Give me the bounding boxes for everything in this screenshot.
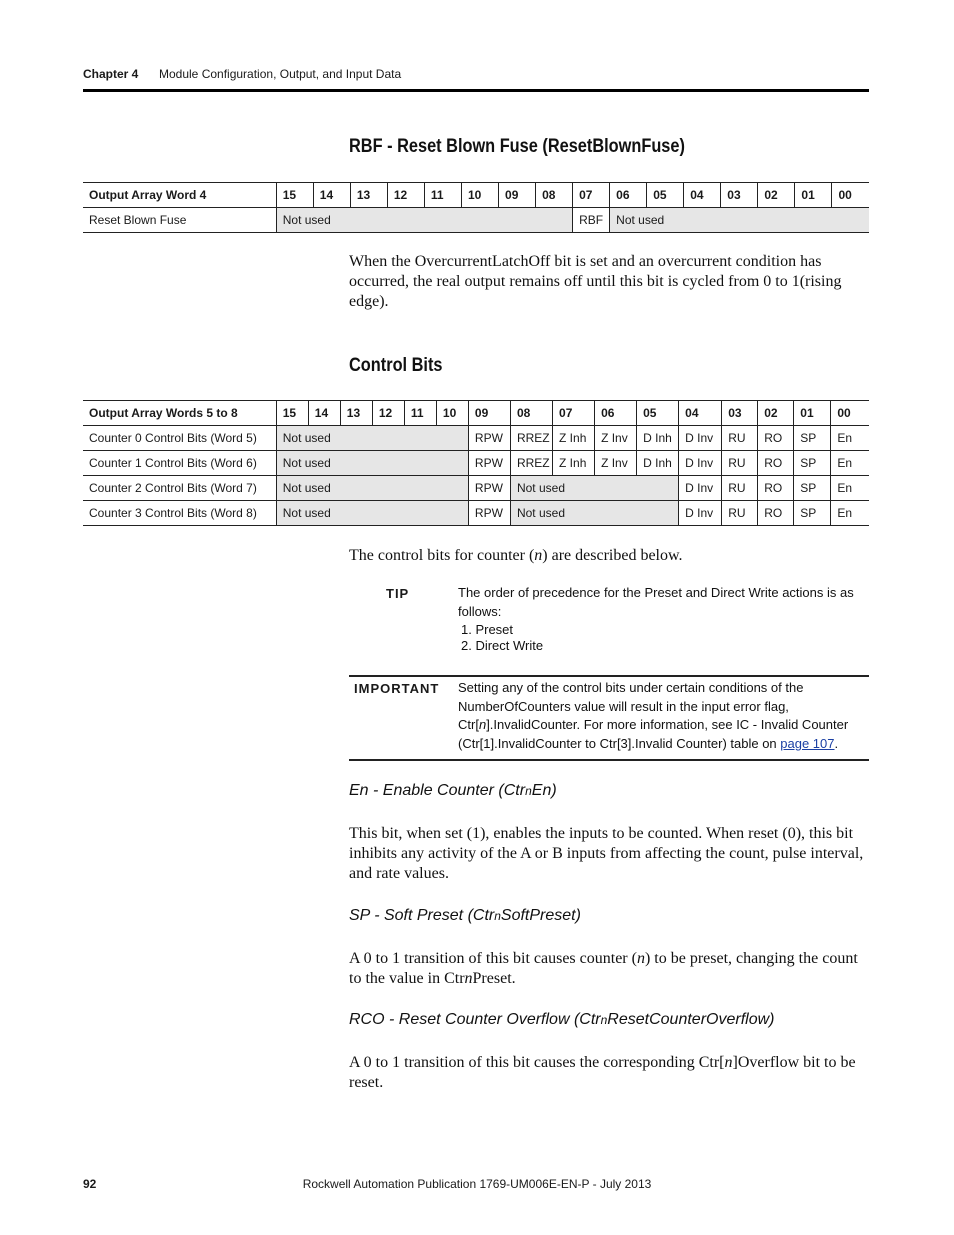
row-label: Counter 3 Control Bits (Word 8) [83,501,276,526]
tip-label: TIP [386,586,410,601]
rbf-header-cell: 14 [313,183,350,208]
bit-cell: RO [758,451,794,476]
important-line4-end: . [834,735,839,751]
cb-header-cell: 15 [276,401,308,426]
rbf-header-cell: 12 [387,183,424,208]
sp-heading-a: SP - Soft Preset (Ctr [349,907,495,924]
intro-suffix: ) are described below. [542,547,683,564]
cb-header-cell: 10 [436,401,468,426]
rco-p-b: ]Overflow bit to be reset. [349,1054,856,1091]
rco-heading-b: ResetCounterOverflow) [607,1011,775,1028]
row-label: Reset Blown Fuse [83,208,276,233]
sp-p-b: ) to be preset, changing the count to the value in Ctr [349,950,858,987]
rbf-header-cell: 11 [424,183,461,208]
rco-heading [349,1011,774,1029]
page-number: 92 [83,1177,97,1191]
rbf-header-cell: 00 [832,183,869,208]
chapter-label: Chapter 4 [83,67,139,81]
rco-p-n: n [724,1054,733,1071]
rbf-header-cell: 06 [610,183,647,208]
rbf-header-cell: 07 [573,183,610,208]
bit-cell: D Inv [679,451,722,476]
row-label: Counter 2 Control Bits (Word 7) [83,476,276,501]
rbf-header-cell: 04 [684,183,721,208]
control-bits-table [83,400,869,526]
bit-cell: SP [794,451,831,476]
bit-cell: En [831,501,869,526]
bit-cell: RPW [468,476,510,501]
rco-heading-a: RCO - Reset Counter Overflow (Ctr [349,1011,601,1028]
rbf-header-cell: 01 [795,183,832,208]
sp-heading-b: SoftPreset) [500,907,581,924]
cb-header-cell: 01 [794,401,831,426]
sp-p-n2: n [464,970,473,987]
cb-header-cell: 09 [468,401,510,426]
rbf-header-cell: 15 [276,183,313,208]
bit-cell: RU [722,501,758,526]
cb-header-cell: 07 [553,401,595,426]
cb-header-cell: 02 [758,401,794,426]
not-used-cell: Not used [276,208,572,233]
rbf-header-cell: 09 [499,183,536,208]
bit-cell: RREZ [510,451,552,476]
en-heading-n: n [525,784,532,798]
not-used-cell: Not used [610,208,869,233]
control-bits-intro [349,546,683,566]
rbf-table [83,182,869,233]
rbf-header-cell: 03 [721,183,758,208]
important-line3-b: ].InvalidCounter. For more information, see IC - Invalid Counter [486,717,849,732]
en-heading-a: En - Enable Counter (Ctr [349,782,526,799]
header-rule [83,89,869,92]
rbf-table-header [83,183,869,208]
sp-heading-n: n [494,909,501,923]
not-used-cell: Not used [510,476,678,501]
control-bits-heading: Control Bits [349,355,443,376]
rbf-cell: RBF [573,208,610,233]
page-107-link[interactable]: page 107 [780,735,835,751]
bit-cell: RU [722,451,758,476]
important-bottom-rule [349,759,869,761]
sp-p-c: Preset. [472,970,516,987]
bit-cell: SP [794,426,831,451]
cb-header-cell: 11 [404,401,436,426]
rbf-header-cell: 08 [536,183,573,208]
bit-cell: D Inv [679,476,722,501]
cb-header-cell: 03 [722,401,758,426]
cb-header-cell: 12 [372,401,404,426]
en-heading-b: En) [531,782,557,799]
important-line [458,735,868,754]
bit-cell: Z Inv [595,451,637,476]
bit-cell: Z Inh [553,451,595,476]
important-text [458,679,868,753]
cb-header-cell: 08 [510,401,552,426]
bit-cell: RU [722,476,758,501]
control-bits-table-header [83,401,869,426]
publication-info: Rockwell Automation Publication 1769-UM006E-EN-P - July 2013 [302,1177,652,1191]
tip-item: 1. Preset [461,622,514,637]
not-used-cell: Not used [276,426,468,451]
sp-heading [349,907,581,925]
table-row [83,501,869,526]
table-row [83,426,869,451]
intro-n: n [534,547,543,564]
bit-cell: RO [758,476,794,501]
bit-cell: En [831,426,869,451]
not-used-cell: Not used [276,476,468,501]
important-line4: (Ctr[1].InvalidCounter to Ctr[3].Invalid Counter) table on [458,735,781,751]
sp-p-n: n [636,950,645,967]
bit-cell: RREZ [510,426,552,451]
bit-cell: D Inh [637,426,679,451]
cb-header-cell: 04 [679,401,722,426]
rbf-header-cell: 13 [350,183,387,208]
important-line [458,716,868,735]
bit-cell: RPW [468,426,510,451]
bit-cell: SP [794,501,831,526]
important-line3-a: Ctr[ [458,717,479,732]
tip-text: The order of precedence for the Preset and Direct Write actions is as follows: [458,585,854,619]
table-row [83,451,869,476]
important-label: IMPORTANT [354,681,440,696]
table-row [83,476,869,501]
sp-paragraph [349,949,869,989]
cb-header-cell: 00 [831,401,869,426]
bit-cell: D Inv [679,426,722,451]
important-top-rule [349,675,869,677]
rbf-header-cell: Output Array Word 4 [83,183,276,208]
chapter-title: Module Configuration, Output, and Input Data [159,67,402,81]
not-used-cell: Not used [510,501,678,526]
rco-p-a: A 0 to 1 transition of this bit causes the corresponding Ctr[ [349,1054,725,1071]
bit-cell: RO [758,501,794,526]
cb-header-cell: Output Array Words 5 to 8 [83,401,276,426]
bit-cell: En [831,476,869,501]
rbf-header-cell: 10 [461,183,498,208]
row-label: Counter 0 Control Bits (Word 5) [83,426,276,451]
important-line: NumberOfCounters value will result in the input error flag, [458,698,789,714]
bit-cell: En [831,451,869,476]
rco-heading-n: n [600,1013,608,1027]
bit-cell: Z Inv [595,426,637,451]
intro-prefix: The control bits for counter ( [349,547,535,564]
cb-header-cell: 05 [637,401,679,426]
bit-cell: SP [794,476,831,501]
not-used-cell: Not used [276,501,468,526]
important-line3-n: n [478,717,487,732]
bit-cell: RO [758,426,794,451]
rbf-header-cell: 05 [647,183,684,208]
bit-cell: D Inh [637,451,679,476]
cb-header-cell: 14 [308,401,340,426]
bit-cell: RPW [468,501,510,526]
rbf-paragraph: When the OvercurrentLatchOff bit is set and an overcurrent condition has occurred, the real output remains off until this bit is cycled from 0 to 1(rising edge). [349,253,842,310]
sp-p-a: A 0 to 1 transition of this bit causes counter ( [349,950,637,967]
rbf-header-cell: 02 [758,183,795,208]
en-heading [349,782,557,800]
not-used-cell: Not used [276,451,468,476]
bit-cell: RU [722,426,758,451]
rco-paragraph [349,1053,869,1093]
row-label: Counter 1 Control Bits (Word 6) [83,451,276,476]
bit-cell: Z Inh [553,426,595,451]
tip-item: 2. Direct Write [461,638,544,653]
cb-header-cell: 13 [340,401,372,426]
rbf-heading: RBF - Reset Blown Fuse (ResetBlownFuse) [349,136,685,157]
en-paragraph: This bit, when set (1), enables the inputs to be counted. When reset (0), this bit inhibits any activity of the A or B inputs from affecting the count, pulse interval, and rate values. [349,825,864,882]
bit-cell: D Inv [679,501,722,526]
table-row [83,208,869,233]
cb-header-cell: 06 [595,401,637,426]
bit-cell: RPW [468,451,510,476]
important-line: Setting any of the control bits under certain conditions of the [458,680,804,695]
